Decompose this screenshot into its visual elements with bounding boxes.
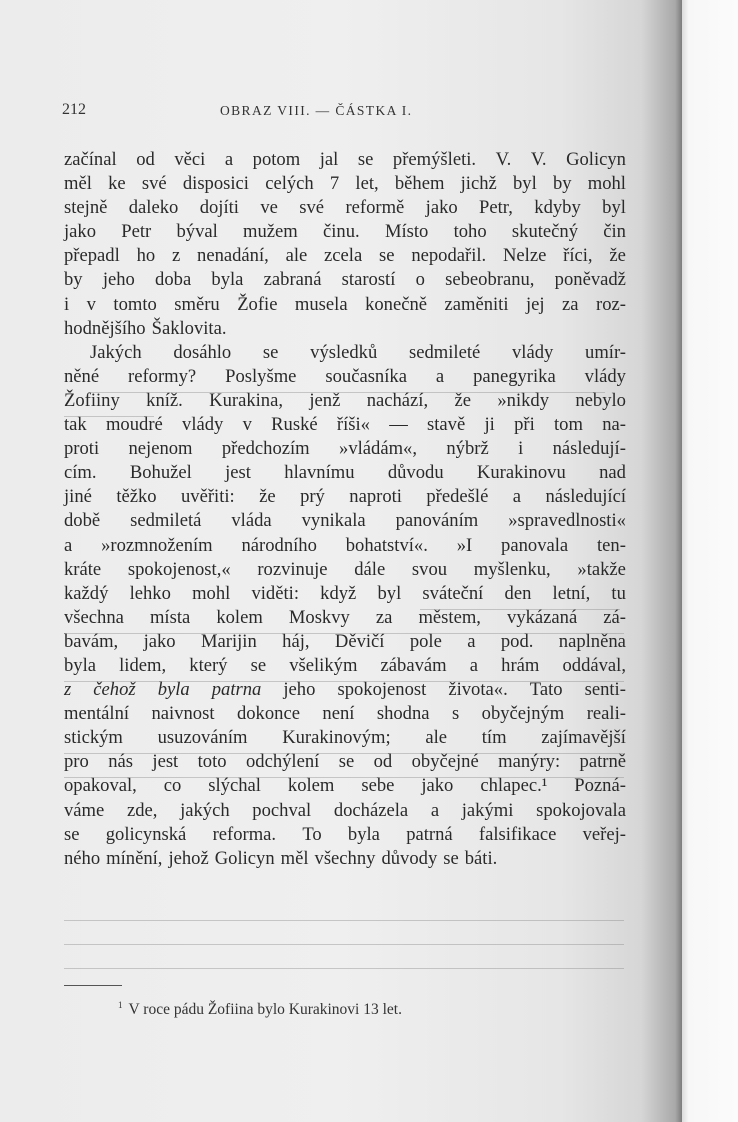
text-line: kráte spokojenost,« rozvinuje dále svou myšlenku, »takže — [64, 558, 626, 580]
text-line: všechna místa kolem Moskvy za městem, vykázaná zá- — [64, 606, 626, 628]
text-line: době sedmiletá vláda vynikala panováním »spravedlnosti« — [64, 510, 626, 532]
text-line: Jakých dosáhlo se výsledků sedmileté vlády umír- — [90, 341, 626, 363]
running-title: OBRAZ VIII. — ČÁSTKA I. — [220, 103, 413, 118]
facing-page-edge — [682, 0, 738, 1122]
text-line: tak moudré vlády v Ruské říši« — stavě ji při tom na- — [64, 414, 626, 436]
pencil-mark — [64, 681, 624, 682]
pencil-mark — [64, 777, 624, 778]
text-line: stejně daleko dojíti ve své reformě jako Petr, kdyby byl — [64, 197, 626, 219]
text-line: ného mínění, jehož Golicyn měl všechny důvody se báti. — [64, 847, 498, 869]
text-line: jako Petr býval mužem činu. Místo toho skutečný čin — [64, 221, 626, 243]
text-line: hodnějšího Šaklovita. — [64, 317, 227, 339]
pencil-mark — [64, 633, 624, 634]
page-number: 212 — [62, 101, 86, 118]
text-line: bavám, jako Marijin háj, Děvičí pole a pod. naplněna — [64, 630, 626, 652]
text-line: váme zde, jakých pochval docházela a jakými spokojovala — [64, 799, 626, 821]
text-line: stickým usuzováním Kurakinovým; ale tím zajímavější — [64, 727, 626, 749]
text-line: opakoval, co slýchal kolem sebe jako chlapec.¹ Pozná- — [64, 775, 626, 797]
text-line: i v tomto směru Žofie musela konečně zaměniti jej za roz- — [64, 293, 626, 315]
text-line: každý lehko mohl viděti: když byl sváteční den letní, tu — [64, 582, 626, 604]
text-line: mentální naivnost dokonce není shodna s obyčejným reali- — [64, 703, 626, 725]
footnote-divider — [64, 985, 122, 986]
text-line: by jeho doba byla zabraná starostí o sebeobranu, poněvadž — [64, 269, 626, 291]
pencil-mark — [420, 609, 620, 610]
pencil-mark — [64, 753, 624, 754]
text-line: a »rozmnožením národního bohatství«. »I panovala ten- — [64, 534, 626, 556]
pencil-mark — [90, 392, 605, 393]
text-line: cím. Bohužel jest hlavnímu důvodu Kurakinovu nad — [64, 462, 626, 484]
text-line: proti nejenom předchozím »vládám«, nýbrž i následují- — [64, 438, 626, 460]
pencil-mark — [64, 944, 624, 945]
body-text — [64, 148, 626, 871]
text-line: pro nás jest toto odchýlení se od obyčejné manýry: patrně — [64, 751, 626, 773]
text-line: Žofiiny kníž. Kurakina, jenž nachází, že »nikdy nebylo — [64, 389, 626, 411]
text-line: začínal od věci a potom jal se přemýšleti. V. V. Golicyn — [64, 149, 626, 170]
footnote-marker: 1 — [118, 1000, 123, 1010]
text-line: z čehož byla patrna jeho spokojenost života«. Tato senti- — [64, 679, 626, 701]
pencil-mark — [64, 968, 624, 969]
footnote-text: V roce pádu Žofiina bylo Kurakinovi 13 let. — [128, 1001, 402, 1018]
text-line: něné reformy? Poslyšme současníka a panegyrika vlády — [64, 365, 626, 387]
pencil-mark — [64, 920, 624, 921]
text-line: se golicynská reforma. To byla patrná falsifikace veřej- — [64, 823, 626, 845]
text-line: byla lidem, který se všelikým zábavám a hrám oddával, — [64, 654, 626, 676]
text-line: měl ke své disposici celých 7 let, během jichž byl by mohl — [64, 173, 626, 195]
text-line: jiné těžko uvěřiti: že prý naproti předešlé a následující — [64, 486, 626, 508]
pencil-mark — [64, 416, 154, 417]
text-line: přepadl ho z nenadání, ale zcela se nepodařil. Nelze říci, že — [64, 245, 626, 267]
footnote — [118, 1000, 402, 1019]
running-head — [50, 101, 610, 125]
